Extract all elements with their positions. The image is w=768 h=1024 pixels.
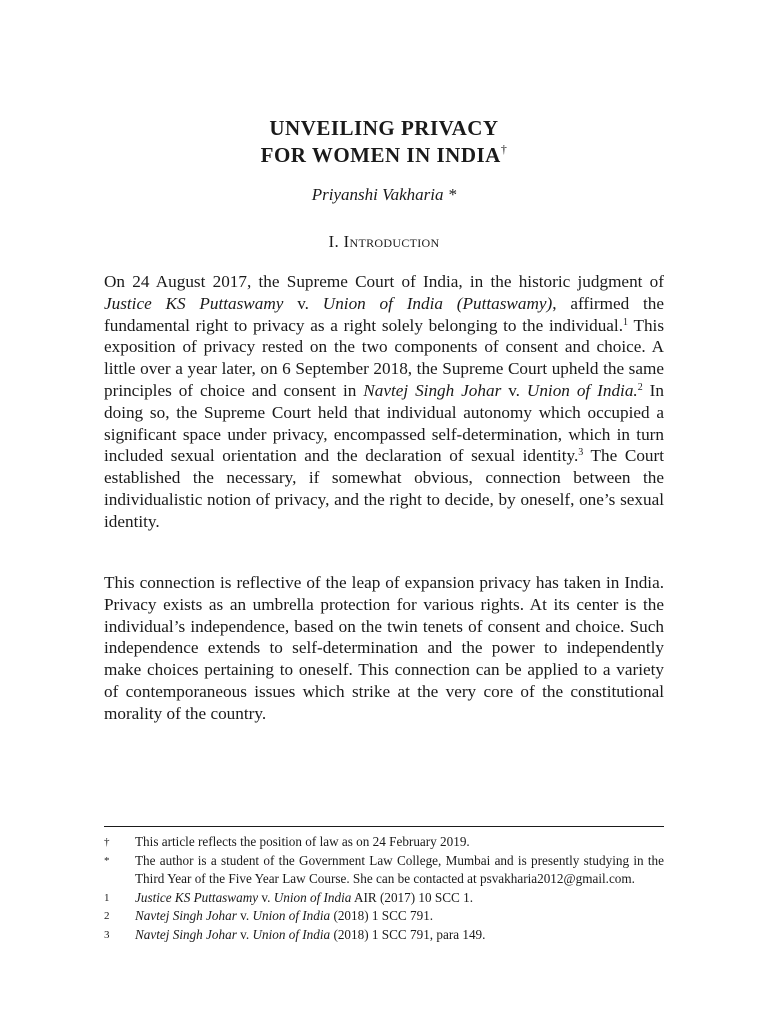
footnote-text bbox=[135, 926, 664, 945]
citation: AIR (2017) 10 SCC 1. bbox=[351, 889, 474, 905]
case-name: Justice KS Puttaswamy bbox=[135, 889, 259, 905]
footnote-ref-2[interactable]: 2 bbox=[637, 381, 643, 393]
footnote-text: The author is a student of the Government Law College, Mumbai and is presently studying in the Third Year of the Five Year Law Course. She can be contacted at psvakharia2012@gmail.com. bbox=[135, 852, 664, 887]
footnote-divider bbox=[104, 826, 664, 827]
title-line-2 bbox=[104, 142, 664, 169]
versus: v. bbox=[501, 380, 527, 400]
versus: v. bbox=[258, 889, 274, 905]
title-line-1: UNVEILING PRIVACY bbox=[269, 116, 499, 140]
footnotes-section bbox=[104, 833, 664, 945]
citation: (2018) 1 SCC 791. bbox=[330, 908, 434, 924]
author-name: Priyanshi Vakharia * bbox=[311, 185, 457, 204]
case-name: Union of India bbox=[252, 908, 331, 924]
title-dagger-mark: † bbox=[500, 142, 508, 156]
citation: (2018) 1 SCC 791, para 149. bbox=[330, 926, 486, 942]
footnote-1 bbox=[104, 889, 664, 908]
footnote-star bbox=[104, 852, 664, 889]
footnote-mark: * bbox=[104, 854, 110, 867]
footnote-mark: 2 bbox=[104, 910, 110, 923]
para1-text-2: , affirmed the fundamental right to privacy as a right solely belonging to the individual. bbox=[104, 293, 665, 335]
footnote-dagger bbox=[104, 833, 664, 852]
footnote-text: This article reflects the position of law as on 24 February 2019. bbox=[135, 834, 470, 849]
versus: v. bbox=[236, 926, 253, 942]
para1-text-3: This exposition of privacy rested on the two components of consent and choice. A little over a year later, on 6 September 2018, the Supreme Court upheld the same principles of choice and consent in bbox=[104, 315, 665, 400]
case-name-union-of-india: Union of India. bbox=[526, 380, 638, 400]
versus: v. bbox=[236, 908, 253, 924]
case-name-navtej: Navtej Singh Johar bbox=[363, 380, 502, 400]
case-name: Union of India bbox=[252, 926, 331, 942]
para1-text-1: On 24 August 2017, the Supreme Court of India, in the historic judgment of bbox=[104, 272, 664, 291]
article-title bbox=[104, 115, 664, 169]
para1-text-4: In doing so, the Supreme Court held that individual autonomy which occupied a significant space under privacy, encompassed self-determination, which in turn included sexual orientation and the declaration of sexual identity. bbox=[104, 380, 664, 466]
case-name-union-of-india: Union of India (Puttaswamy) bbox=[322, 293, 553, 313]
versus: v. bbox=[283, 293, 323, 313]
case-name: Navtej Singh Johar bbox=[135, 908, 237, 924]
footnote-mark: 3 bbox=[104, 928, 110, 941]
footnote-text bbox=[135, 907, 664, 926]
footnote-3 bbox=[104, 926, 664, 945]
section-heading: I. Introduction bbox=[328, 232, 440, 251]
footnote-mark: † bbox=[104, 836, 110, 848]
case-name: Union of India bbox=[273, 889, 352, 905]
footnote-ref-3[interactable]: 3 bbox=[578, 447, 584, 459]
footnote-ref-1[interactable]: 1 bbox=[623, 316, 629, 328]
footnote-mark: 1 bbox=[104, 891, 110, 904]
title-line-2-text: FOR WOMEN IN INDIA bbox=[260, 143, 501, 167]
para1-text-5: The Court established the necessary, if somewhat obvious, connection between the individualistic notion of privacy, and the right to decide, by oneself, one’s sexual identity. bbox=[104, 446, 665, 531]
case-name-puttaswamy: Justice KS Puttaswamy bbox=[104, 293, 284, 313]
footnote-text bbox=[135, 889, 664, 908]
case-name: Navtej Singh Johar bbox=[135, 926, 237, 942]
body-paragraph-2: This connection is reflective of the leap of expansion privacy has taken in India. Privacy exists as an umbrella protection for various rights. At its center is the individual’s independence, based on the twin tenets of consent and choice. Such independence extends to self-determination and the power to independently make choices pertaining to oneself. This connection can be applied to a variety of contemporaneous issues which strike at the very core of the constitutional morality of the country. bbox=[104, 573, 664, 723]
body-paragraph-1 bbox=[104, 271, 664, 533]
footnote-2 bbox=[104, 907, 664, 926]
document-page bbox=[104, 0, 664, 1024]
